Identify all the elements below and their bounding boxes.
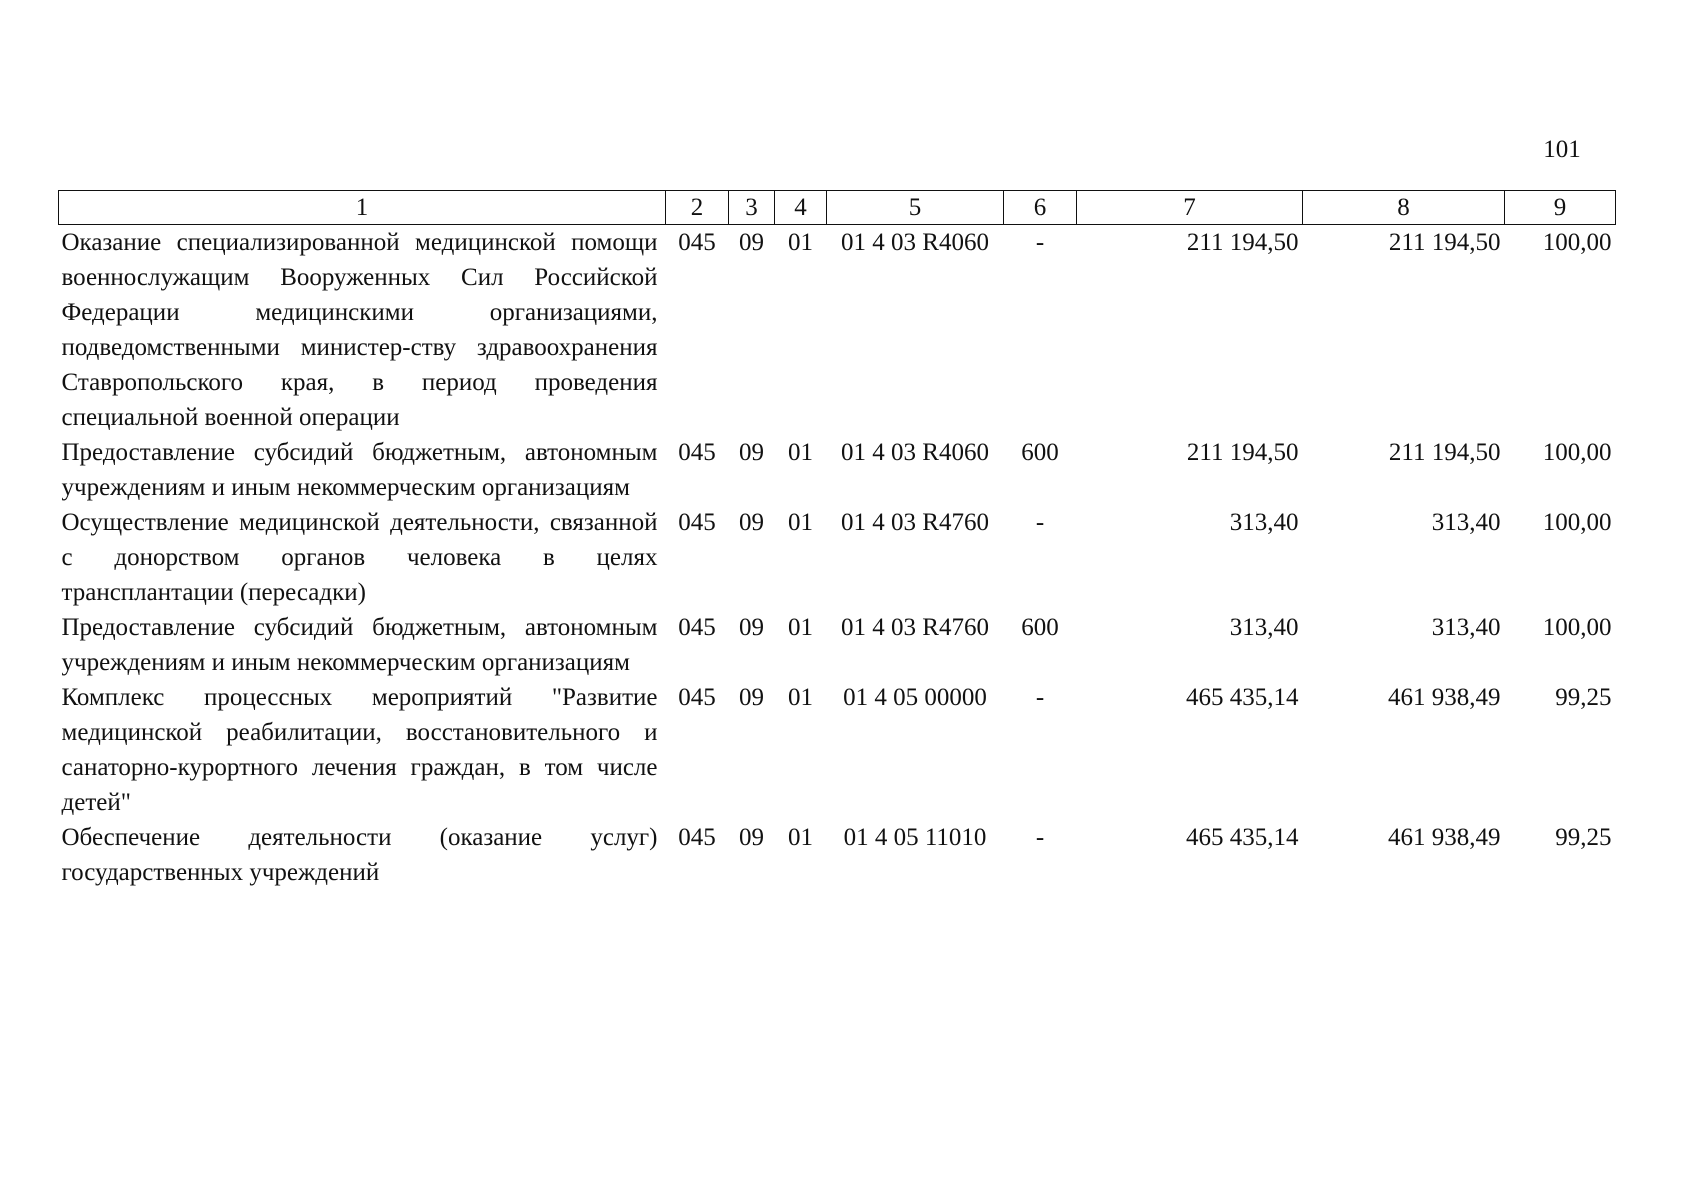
column-header-2: 2: [666, 191, 729, 225]
executed-amount: 313,40: [1431, 614, 1501, 641]
column-header-7: 7: [1077, 191, 1303, 225]
row-description: Обеспечение деятельности (оказание услуг) государственных учреждений: [61, 824, 658, 886]
section-code: 09: [739, 684, 764, 711]
expense-type-code: -: [1035, 229, 1045, 256]
section-code: 09: [739, 509, 764, 536]
target-article-code: 01 4 03 R4760: [841, 614, 989, 641]
ministry-code: 045: [678, 229, 716, 256]
section-code: 09: [739, 439, 764, 466]
ministry-code: 045: [678, 684, 716, 711]
ministry-code: 045: [678, 509, 716, 536]
column-header-1: 1: [59, 191, 666, 225]
subsection-code: 01: [788, 229, 813, 256]
execution-percent: 100,00: [1542, 614, 1612, 641]
expense-type-code: -: [1035, 684, 1045, 711]
expense-type-code: 600: [1021, 439, 1059, 466]
ministry-code: 045: [678, 439, 716, 466]
executed-amount: 313,40: [1431, 509, 1501, 536]
row-description: Комплекс процессных мероприятий "Развитие медицинской реабилитации, восстановительного и санаторно-курортного лечения граждан, в том числе детей": [61, 684, 658, 816]
column-header-8: 8: [1303, 191, 1505, 225]
planned-amount: 465 435,14: [1186, 824, 1299, 851]
column-header-6: 6: [1004, 191, 1077, 225]
subsection-code: 01: [788, 684, 813, 711]
execution-percent: 100,00: [1542, 229, 1612, 256]
subsection-code: 01: [788, 509, 813, 536]
column-header-3: 3: [729, 191, 775, 225]
execution-percent: 100,00: [1542, 509, 1612, 536]
table-row: [59, 505, 1616, 610]
execution-percent: 99,25: [1555, 684, 1612, 711]
planned-amount: 211 194,50: [1186, 229, 1299, 256]
table-row: [59, 610, 1616, 680]
target-article-code: 01 4 05 00000: [843, 684, 987, 711]
subsection-code: 01: [788, 614, 813, 641]
target-article-code: 01 4 03 R4060: [841, 439, 989, 466]
executed-amount: 211 194,50: [1388, 439, 1501, 466]
planned-amount: 211 194,50: [1186, 439, 1299, 466]
row-description: Предоставление субсидий бюджетным, автономным учреждениям и иным некоммерческим организациям: [61, 614, 658, 676]
row-description: Осуществление медицинской деятельности, связанной с донорством органов человека в целях трансплантации (пересадки): [61, 509, 658, 606]
executed-amount: 211 194,50: [1388, 229, 1501, 256]
column-header-4: 4: [775, 191, 827, 225]
target-article-code: 01 4 03 R4060: [841, 229, 989, 256]
column-header-9: 9: [1505, 191, 1616, 225]
executed-amount: 461 938,49: [1388, 684, 1501, 711]
planned-amount: 313,40: [1229, 614, 1299, 641]
target-article-code: 01 4 05 11010: [843, 824, 987, 851]
target-article-code: 01 4 03 R4760: [841, 509, 989, 536]
planned-amount: 465 435,14: [1186, 684, 1299, 711]
subsection-code: 01: [788, 824, 813, 851]
column-number-header: [59, 191, 1616, 225]
planned-amount: 313,40: [1229, 509, 1299, 536]
subsection-code: 01: [788, 439, 813, 466]
row-description: Оказание специализированной медицинской помощи военнослужащим Вооруженных Сил Российской Федерации медицинскими организациями, подведомственными министер-ству здравоохранения Ставропольского края, в период проведения специальной военной операции: [61, 229, 658, 431]
table-row: [59, 820, 1616, 890]
ministry-code: 045: [678, 824, 716, 851]
section-code: 09: [739, 614, 764, 641]
budget-table: [58, 190, 1616, 890]
section-code: 09: [739, 229, 764, 256]
table-row: [59, 680, 1616, 820]
expense-type-code: -: [1035, 509, 1045, 536]
table-row: [59, 435, 1616, 505]
expense-type-code: 600: [1021, 614, 1059, 641]
executed-amount: 461 938,49: [1388, 824, 1501, 851]
section-code: 09: [739, 824, 764, 851]
expense-type-code: -: [1035, 824, 1045, 851]
execution-percent: 100,00: [1542, 439, 1612, 466]
table-row: [59, 225, 1616, 436]
column-header-5: 5: [827, 191, 1004, 225]
execution-percent: 99,25: [1555, 824, 1612, 851]
page-number: 101: [1543, 136, 1581, 163]
ministry-code: 045: [678, 614, 716, 641]
row-description: Предоставление субсидий бюджетным, автономным учреждениям и иным некоммерческим организациям: [61, 439, 658, 501]
